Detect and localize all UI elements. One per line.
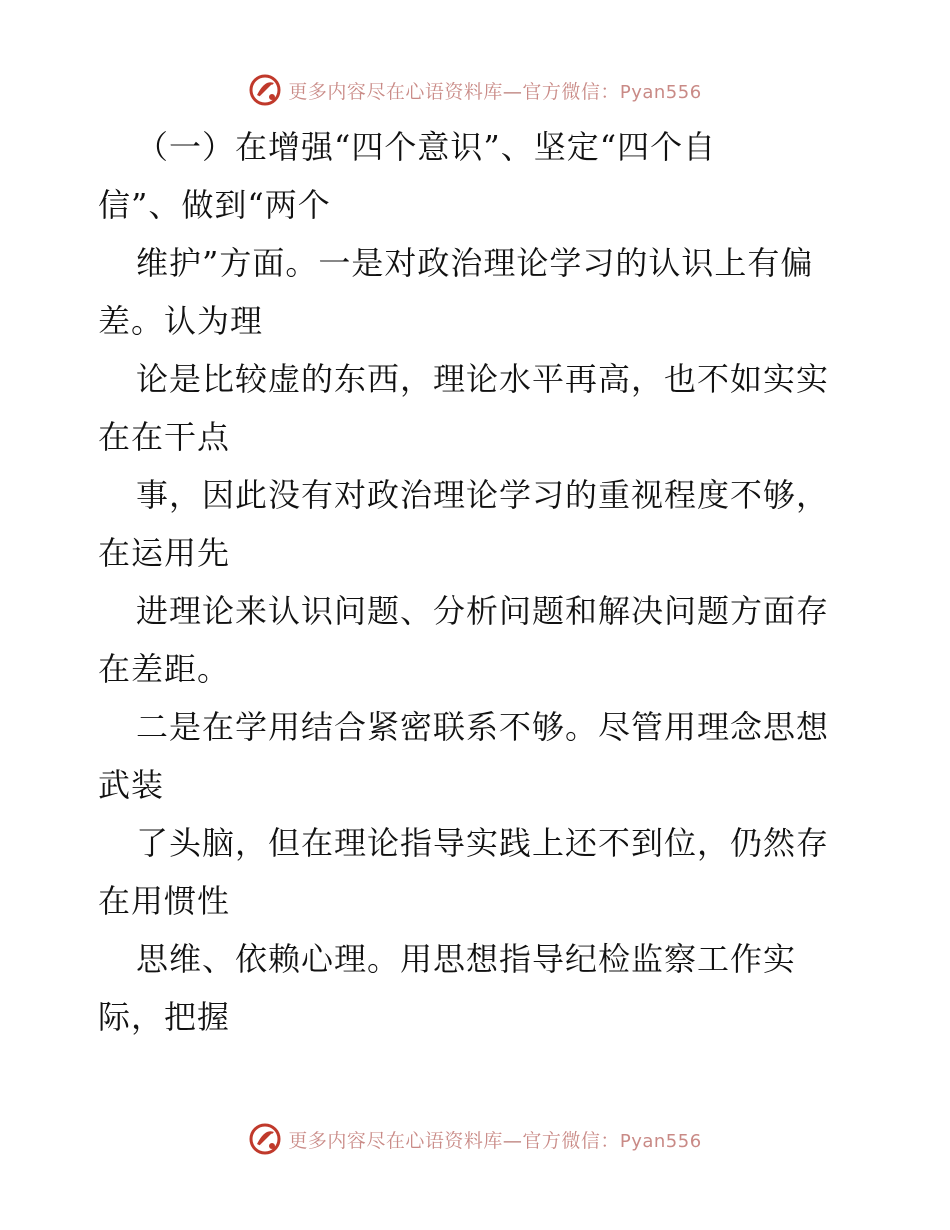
body-line: 思维、依赖心理。用思想指导纪检监察工作实	[136, 940, 797, 978]
body-line: 在运用先	[98, 534, 231, 572]
body-line: 进理论来认识问题、分析问题和解决问题方面存	[136, 592, 830, 630]
header-banner-text	[288, 77, 701, 104]
footer-watermark-banner	[0, 1119, 950, 1159]
footer-banner-title: 更多内容尽在心语资料库	[288, 1129, 503, 1152]
body-line: 了头脑，但在理论指导实践上还不到位，仍然存	[136, 824, 830, 862]
header-banner-wechat-id: Pyan556	[619, 81, 702, 103]
body-line: 差。认为理	[98, 302, 264, 340]
body-line: 事，因此没有对政治理论学习的重视程度不够，	[136, 476, 830, 514]
header-banner-wechat-label: 官方微信：	[522, 80, 620, 103]
footer-banner-wechat-id: Pyan556	[619, 1130, 702, 1152]
body-line: 信”、做到“两个	[98, 186, 331, 224]
body-line: 维护”方面。一是对政治理论学习的认识上有偏	[136, 244, 814, 282]
body-line: （一）在增强“四个意识”、坚定“四个自	[136, 128, 717, 166]
footer-banner-separator: —	[502, 1129, 523, 1152]
body-line: 在用惯性	[98, 882, 231, 920]
body-line: 二是在学用结合紧密联系不够。尽管用理念思想	[136, 708, 830, 746]
brand-logo-icon	[248, 73, 282, 107]
body-line: 在在干点	[98, 418, 231, 456]
body-line: 在差距。	[98, 650, 231, 688]
body-line: 武装	[98, 766, 165, 804]
footer-banner-text	[288, 1126, 701, 1153]
footer-banner-wechat-label: 官方微信：	[522, 1129, 620, 1152]
header-banner-title: 更多内容尽在心语资料库	[288, 80, 503, 103]
brand-logo-icon	[248, 1122, 282, 1156]
header-watermark-banner	[0, 70, 950, 110]
body-line: 际，把握	[98, 998, 231, 1036]
body-line: 论是比较虚的东西，理论水平再高，也不如实实	[136, 360, 830, 398]
document-body	[98, 118, 868, 1046]
header-banner-separator: —	[502, 80, 523, 103]
